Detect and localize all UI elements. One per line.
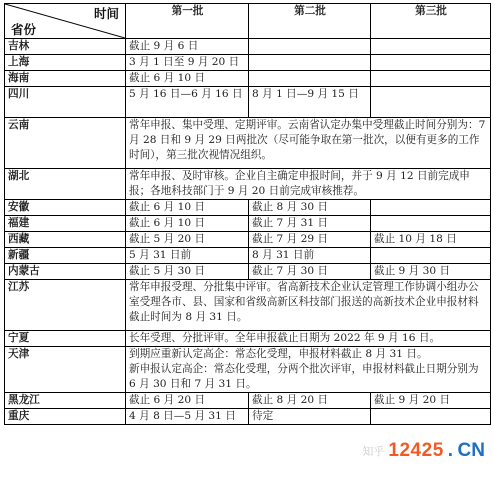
batch2-cell: 待定 [249,409,371,425]
batch3-cell [371,409,491,425]
batch3-cell [371,200,491,216]
province-cell: 江苏 [5,280,126,331]
batch2-cell [249,55,371,71]
table-row [5,216,491,232]
watermark-dot: . [447,440,454,461]
province-cell: 天津 [5,347,126,393]
tianjin-line-new: 新申报认定高企：常态化受理，分两个批次评审，申报材料截止日期分别为 6 月 30 日和 7 月 31 日。 [129,363,479,390]
batch3-cell [371,248,491,264]
header-province-label: 省份 [11,22,37,37]
merged-batch-cell: 常年申报受理、分批集中评审。省高新技术企业认定管理工作协调小组办公室受理各市、县、国家和省级高新区科技部门报送的高新技术企业申报材料截止时间为 8 月 31 日。 [126,280,491,331]
province-cell: 重庆 [5,409,126,425]
table-header-row [5,4,491,39]
watermark-prefix: 知乎 [362,445,385,458]
batch1-cell: 截止 6 月 10 日 [126,71,249,87]
province-cell: 黑龙江 [5,393,126,409]
header-batch1: 第一批 [126,4,249,39]
diagonal-header-cell [5,4,126,39]
table-row [5,409,491,425]
batch2-cell: 截止 8 月 30 日 [249,200,371,216]
batch2-cell [249,39,371,55]
batch2-cell: 截止 8 月 20 日 [249,393,371,409]
table-row [5,232,491,248]
watermark-number: 12425 [388,440,444,461]
batch2-cell: 8 月 1 日—9 月 15 日 [249,87,371,118]
batch3-cell [371,55,491,71]
batch-schedule-table [4,3,491,425]
watermark [362,440,485,462]
table-row [5,118,491,169]
table-row [5,248,491,264]
province-cell: 云南 [5,118,126,169]
batch1-cell: 截止 5 月 20 日 [126,232,249,248]
batch1-cell: 4 月 8 日—5 月 31 日 [126,409,249,425]
province-cell: 宁夏 [5,331,126,347]
header-time-label: 时间 [93,6,119,21]
table-row [5,200,491,216]
header-batch3: 第三批 [371,4,491,39]
province-cell: 上海 [5,55,126,71]
batch1-cell: 截止 9 月 6 日 [126,39,249,55]
table-row [5,71,491,87]
table-row [5,87,491,118]
table-row [5,280,491,331]
table-row [5,39,491,55]
batch1-cell: 截止 6 月 10 日 [126,216,249,232]
table-row [5,393,491,409]
batch1-cell: 3 月 1 日至 9 月 20 日 [126,55,249,71]
province-cell: 西藏 [5,232,126,248]
batch2-cell [249,71,371,87]
province-cell: 福建 [5,216,126,232]
province-cell: 吉林 [5,39,126,55]
batch1-cell: 5 月 16 日—6 月 16 日 [126,87,249,118]
table-row [5,55,491,71]
batch3-cell [371,216,491,232]
batch1-cell: 截止 5 月 30 日 [126,264,249,280]
batch3-cell: 截止 9 月 30 日 [371,264,491,280]
province-cell: 湖北 [5,169,126,200]
batch1-cell: 5 月 31 日前 [126,248,249,264]
batch3-cell [371,39,491,55]
table-row [5,331,491,347]
document-page [4,3,490,425]
province-cell: 新疆 [5,248,126,264]
table-row [5,264,491,280]
table-row [5,347,491,393]
province-cell: 海南 [5,71,126,87]
merged-batch-cell: 长年受理、分批评审。全年申报截止日期为 2022 年 9 月 16 日。 [126,331,491,347]
batch1-cell: 截止 6 月 20 日 [126,393,249,409]
header-batch2: 第二批 [249,4,371,39]
batch2-cell: 截止 7 月 29 日 [249,232,371,248]
batch2-cell: 8 月 31 日前 [249,248,371,264]
province-cell: 四川 [5,87,126,118]
tianjin-line-renewal: 到期应重新认定高企：常态化受理，申报材料截止 8 月 31 日。 [129,348,428,360]
merged-batch-cell: 常年申报、集中受理、定期评审。云南省认定办集中受理截止时间分别为：7 月 28 日和 9 月 29 日两批次（尽可能争取在第一批次，以便有更多的工作时间），第三批次视情况组织。 [126,118,491,169]
batch3-cell [371,87,491,118]
batch1-cell: 截止 6 月 10 日 [126,200,249,216]
batch3-cell [371,71,491,87]
merged-batch-cell [126,347,491,393]
batch3-cell: 截止 10 月 18 日 [371,232,491,248]
batch3-cell: 截止 9 月 20 日 [371,393,491,409]
watermark-suffix: CN [457,440,485,461]
merged-batch-cell: 常年申报、及时审核。企业自主确定申报时间，并于 9 月 12 日前完成申报；各地科技部门于 9 月 20 日前完成审核推荐。 [126,169,491,200]
province-cell: 内蒙古 [5,264,126,280]
batch2-cell: 截止 7 月 31 日 [249,216,371,232]
province-cell: 安徽 [5,200,126,216]
table-row [5,169,491,200]
batch2-cell: 截止 7 月 30 日 [249,264,371,280]
